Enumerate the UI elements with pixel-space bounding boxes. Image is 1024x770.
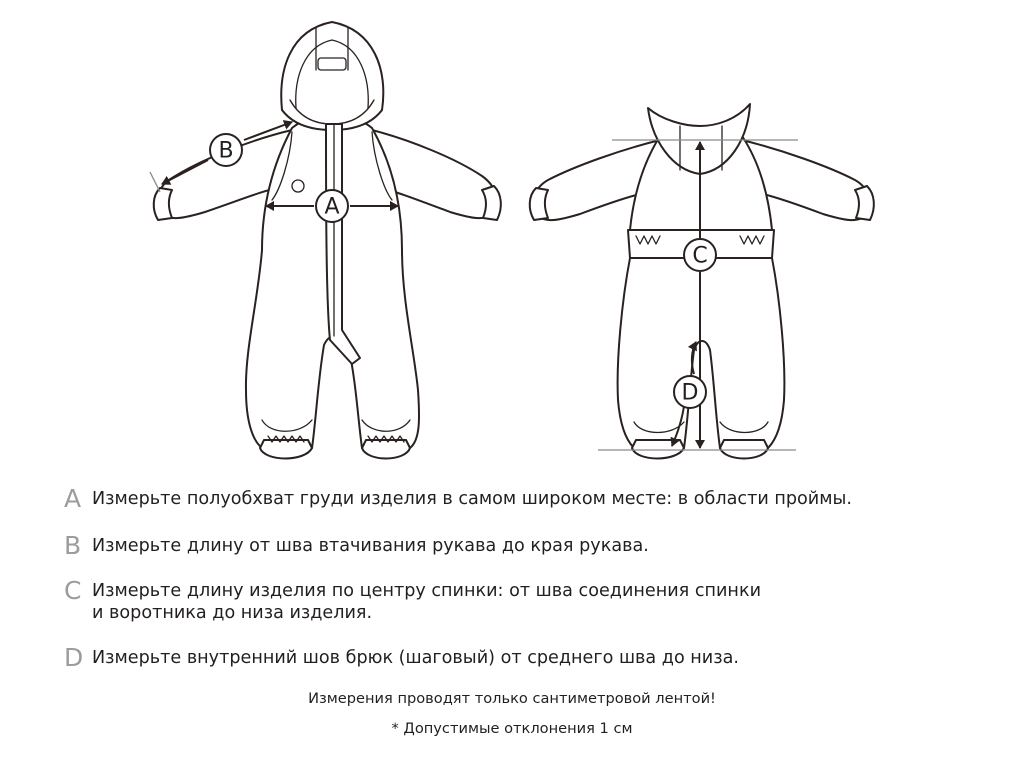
front-view-jumpsuit: [154, 22, 501, 459]
svg-text:C: C: [692, 243, 708, 269]
instruction-text: Измерьте длину от шва втачивания рукава до края рукава.: [92, 536, 649, 556]
badge-b: [210, 134, 242, 166]
instruction-text: [92, 580, 761, 624]
instruction-letter: A: [64, 484, 82, 513]
instruction-text-line-1: Измерьте длину изделия по центру спинки: от шва соединения спинки: [92, 581, 762, 601]
badge-d: [674, 376, 706, 408]
instruction-text: Измерьте внутренний шов брюк (шаговый) от среднего шва до низа.: [92, 648, 739, 668]
svg-text:A: A: [324, 194, 340, 220]
svg-text:D: D: [681, 380, 699, 406]
instruction-letter: C: [64, 576, 82, 605]
svg-text:B: B: [218, 138, 234, 164]
instruction-b: [64, 531, 649, 560]
note-tape-only: Измерения проводят только сантиметровой лентой!: [308, 690, 716, 707]
instruction-a: [64, 484, 852, 513]
instruction-letter: B: [64, 531, 82, 560]
instruction-text: Измерьте полуобхват груди изделия в самом широком месте: в области проймы.: [92, 489, 852, 509]
badge-a: [316, 190, 348, 222]
instruction-c: [64, 576, 762, 624]
instruction-d: [64, 643, 739, 672]
badge-c: [684, 239, 716, 271]
instruction-text-line-2: и воротника до низа изделия.: [92, 603, 373, 623]
back-view-jumpsuit: [530, 104, 874, 459]
note-tolerance: * Допустимые отклонения 1 см: [391, 720, 633, 737]
instruction-letter: D: [64, 643, 84, 672]
